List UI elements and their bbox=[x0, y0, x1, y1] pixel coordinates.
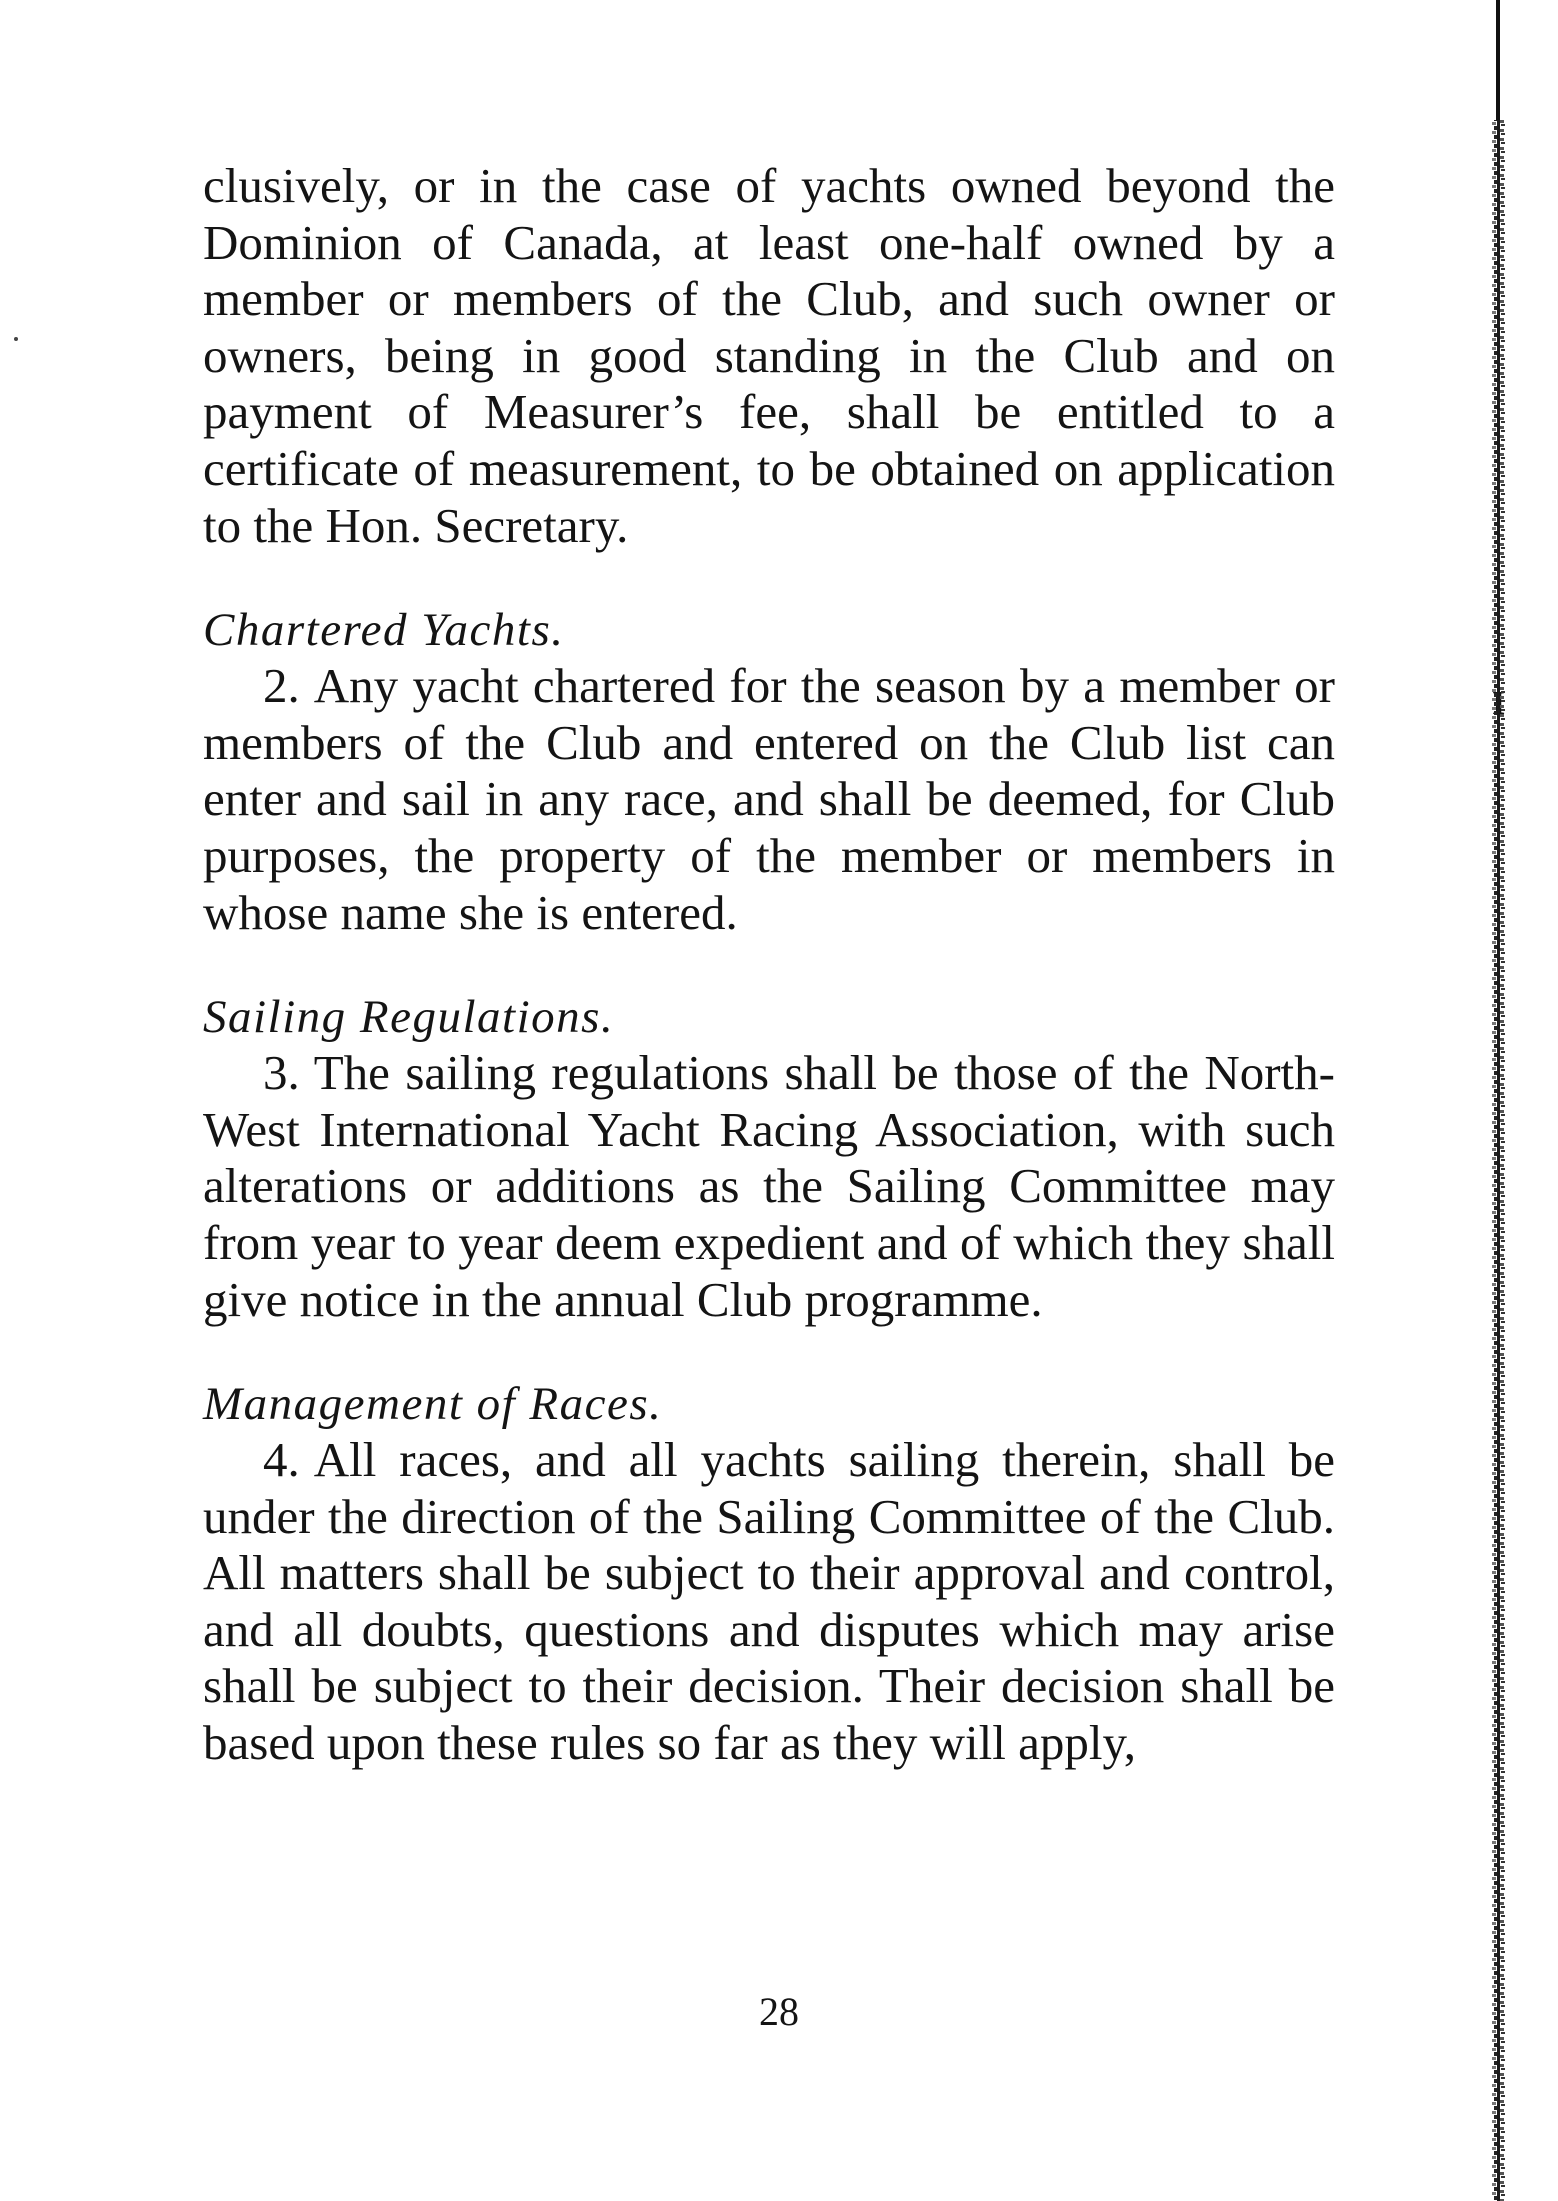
section-management-of-races bbox=[203, 1376, 1335, 1772]
rule-text: The sailing regulations shall be those of the North-West International Yacht Racing Association, with such alterations or additions as the Sailing Committee may from year to year deem expedient and of which they shall give notice in the annual Club programme. bbox=[203, 1045, 1335, 1327]
page-number: 28 bbox=[759, 1989, 799, 2034]
rule-paragraph bbox=[203, 658, 1335, 941]
rule-number: 3. bbox=[263, 1045, 300, 1101]
section-heading: Sailing Regulations. bbox=[203, 991, 615, 1044]
rule-text: All races, and all yachts sailing therein, shall be under the direction of the Sailing Committee of the Club. All matters shall be subject to their approval and control, and all doubts, questions and disputes which may arise shall be subject to their decision. Their decision shall be based upon these rules so far as they will apply, bbox=[203, 1432, 1335, 1771]
rule-number: 4. bbox=[263, 1432, 300, 1488]
section-sailing-regulations bbox=[203, 989, 1335, 1328]
page-body bbox=[203, 158, 1335, 1772]
scan-speck bbox=[14, 337, 18, 341]
section-heading: Chartered Yachts. bbox=[203, 604, 565, 657]
rule-paragraph bbox=[203, 1432, 1335, 1772]
rule-paragraph bbox=[203, 1045, 1335, 1328]
section-heading: Management of Races. bbox=[203, 1378, 663, 1431]
rule-text: Any yacht chartered for the season by a member or members of the Club and entered on the Club list can enter and sail in any race, and shall be deemed, for Club purposes, the property of the member or members in whose name she is entered. bbox=[203, 658, 1335, 940]
scan-edge-shadow bbox=[1492, 0, 1506, 2201]
intro-paragraph: clusively, or in the case of yachts owned beyond the Dominion of Canada, at least one-half owned by a member or members of the Club, and such owner or owners, being in good standing in the Club and on payment of Measurer’s fee, shall be entitled to a certificate of measurement, to be obtained on application to the Hon. Secretary. bbox=[203, 158, 1335, 553]
rule-number: 2. bbox=[263, 658, 300, 714]
section-chartered-yachts bbox=[203, 602, 1335, 941]
